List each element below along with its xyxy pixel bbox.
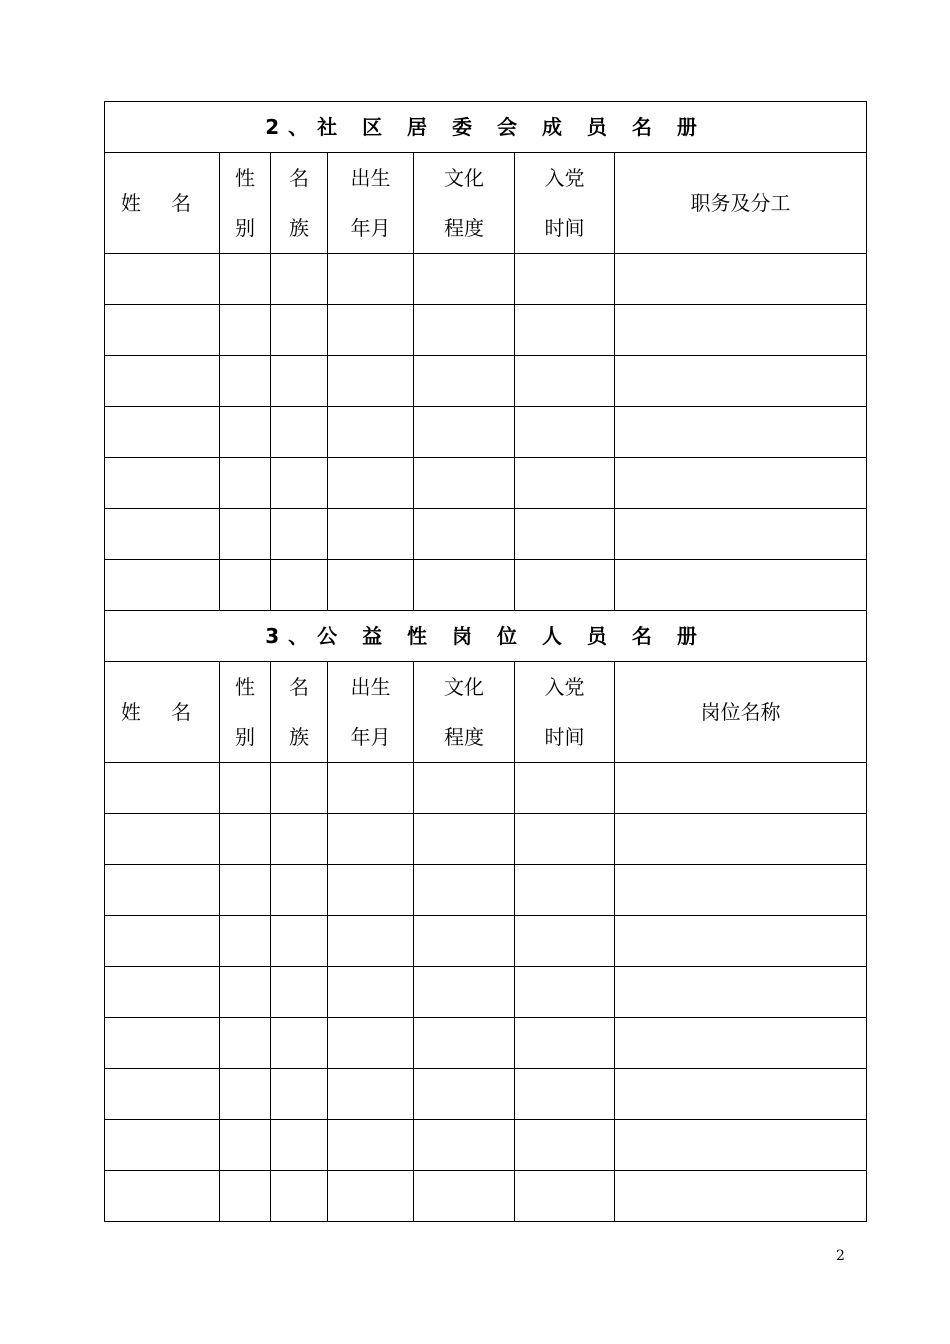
table-cell[interactable] <box>328 1171 414 1222</box>
table-row <box>105 1018 867 1069</box>
table-cell[interactable] <box>271 1069 328 1120</box>
table-cell[interactable] <box>105 865 220 916</box>
header-birth: 出生 年月 <box>328 662 414 763</box>
table-cell[interactable] <box>220 1171 271 1222</box>
table-row <box>105 560 867 611</box>
table-cell[interactable] <box>271 1018 328 1069</box>
table-cell[interactable] <box>414 1120 515 1171</box>
table-cell[interactable] <box>414 1069 515 1120</box>
table-cell[interactable] <box>615 1171 867 1222</box>
table-cell[interactable] <box>220 865 271 916</box>
table-cell[interactable] <box>328 509 414 560</box>
table-cell[interactable] <box>515 865 615 916</box>
header-party-date: 入党 时间 <box>515 662 615 763</box>
table-cell[interactable] <box>414 1018 515 1069</box>
table-cell[interactable] <box>515 305 615 356</box>
table-row <box>105 1120 867 1171</box>
table-cell[interactable] <box>220 1120 271 1171</box>
table-cell[interactable] <box>414 356 515 407</box>
table-cell[interactable] <box>414 560 515 611</box>
table-cell[interactable] <box>515 1069 615 1120</box>
table-row <box>105 916 867 967</box>
table-row <box>105 967 867 1018</box>
header-education: 文化 程度 <box>414 153 515 254</box>
table-cell[interactable] <box>328 967 414 1018</box>
table-cell[interactable] <box>271 560 328 611</box>
roster-table <box>104 101 867 1222</box>
header-post-name: 岗位名称 <box>615 662 867 763</box>
table-cell[interactable] <box>271 254 328 305</box>
table-cell[interactable] <box>328 1069 414 1120</box>
table-cell[interactable] <box>271 916 328 967</box>
header-party-date: 入党 时间 <box>515 153 615 254</box>
table-cell[interactable] <box>328 814 414 865</box>
table-cell[interactable] <box>328 560 414 611</box>
page-number: 2 <box>836 1248 845 1264</box>
table-cell[interactable] <box>271 509 328 560</box>
table-cell[interactable] <box>105 254 220 305</box>
table-cell[interactable] <box>328 356 414 407</box>
table-cell[interactable] <box>271 356 328 407</box>
table-row <box>105 1069 867 1120</box>
table-cell[interactable] <box>515 509 615 560</box>
table-cell[interactable] <box>105 305 220 356</box>
table-cell[interactable] <box>615 916 867 967</box>
table-cell[interactable] <box>515 458 615 509</box>
table-cell[interactable] <box>414 967 515 1018</box>
table-cell[interactable] <box>271 1120 328 1171</box>
table-cell[interactable] <box>105 1120 220 1171</box>
table-cell[interactable] <box>220 814 271 865</box>
table-cell[interactable] <box>328 254 414 305</box>
table-cell[interactable] <box>220 407 271 458</box>
table-cell[interactable] <box>414 814 515 865</box>
table-cell[interactable] <box>220 356 271 407</box>
section3-title: 3、公 益 性 岗 位 人 员 名 册 <box>105 611 867 662</box>
table-cell[interactable] <box>105 814 220 865</box>
table-cell[interactable] <box>615 1069 867 1120</box>
table-cell[interactable] <box>328 407 414 458</box>
table-cell[interactable] <box>328 1120 414 1171</box>
table-row <box>105 865 867 916</box>
table-cell[interactable] <box>105 509 220 560</box>
table-cell[interactable] <box>105 1018 220 1069</box>
table-cell[interactable] <box>220 254 271 305</box>
table-cell[interactable] <box>220 305 271 356</box>
table-cell[interactable] <box>328 305 414 356</box>
table-row <box>105 254 867 305</box>
header-ethnicity: 名 族 <box>271 153 328 254</box>
section2-title-row <box>105 102 867 153</box>
table-cell[interactable] <box>105 763 220 814</box>
section3-header-row <box>105 662 867 763</box>
table-cell[interactable] <box>220 763 271 814</box>
table-cell[interactable] <box>220 1069 271 1120</box>
table-cell[interactable] <box>220 1018 271 1069</box>
header-name: 姓 名 <box>105 153 220 254</box>
section3-title-row <box>105 611 867 662</box>
header-birth: 出生 年月 <box>328 153 414 254</box>
table-cell[interactable] <box>414 916 515 967</box>
table-cell[interactable] <box>414 1171 515 1222</box>
table-cell[interactable] <box>271 763 328 814</box>
table-cell[interactable] <box>414 509 515 560</box>
table-cell[interactable] <box>271 407 328 458</box>
table-cell[interactable] <box>615 560 867 611</box>
table-cell[interactable] <box>515 356 615 407</box>
table-cell[interactable] <box>271 814 328 865</box>
table-cell[interactable] <box>414 458 515 509</box>
table-cell[interactable] <box>220 967 271 1018</box>
section2-header-row <box>105 153 867 254</box>
table-cell[interactable] <box>515 1018 615 1069</box>
table-cell[interactable] <box>414 763 515 814</box>
section2-title: 2、社 区 居 委 会 成 员 名 册 <box>105 102 867 153</box>
table-cell[interactable] <box>515 967 615 1018</box>
table-cell[interactable] <box>105 916 220 967</box>
header-ethnicity: 名 族 <box>271 662 328 763</box>
table-cell[interactable] <box>414 254 515 305</box>
table-cell[interactable] <box>220 458 271 509</box>
table-cell[interactable] <box>615 305 867 356</box>
table-cell[interactable] <box>515 1171 615 1222</box>
table-cell[interactable] <box>615 509 867 560</box>
table-row <box>105 458 867 509</box>
table-cell[interactable] <box>271 458 328 509</box>
header-role: 职务及分工 <box>615 153 867 254</box>
table-row <box>105 356 867 407</box>
table-cell[interactable] <box>515 407 615 458</box>
table-cell[interactable] <box>615 407 867 458</box>
table-cell[interactable] <box>515 814 615 865</box>
table-cell[interactable] <box>271 1171 328 1222</box>
table-cell[interactable] <box>515 916 615 967</box>
table-cell[interactable] <box>271 305 328 356</box>
table-cell[interactable] <box>515 560 615 611</box>
table-cell[interactable] <box>515 1120 615 1171</box>
table-cell[interactable] <box>615 458 867 509</box>
table-row <box>105 407 867 458</box>
table-cell[interactable] <box>414 407 515 458</box>
table-cell[interactable] <box>328 865 414 916</box>
table-cell[interactable] <box>271 967 328 1018</box>
table-cell[interactable] <box>328 458 414 509</box>
table-cell[interactable] <box>414 305 515 356</box>
table-row <box>105 763 867 814</box>
table-cell[interactable] <box>414 865 515 916</box>
table-cell[interactable] <box>615 967 867 1018</box>
table-cell[interactable] <box>220 560 271 611</box>
header-education: 文化 程度 <box>414 662 515 763</box>
table-cell[interactable] <box>220 916 271 967</box>
table-cell[interactable] <box>105 560 220 611</box>
table-cell[interactable] <box>105 967 220 1018</box>
table-cell[interactable] <box>271 865 328 916</box>
table-cell[interactable] <box>220 509 271 560</box>
table-cell[interactable] <box>615 254 867 305</box>
table-cell[interactable] <box>328 916 414 967</box>
table-cell[interactable] <box>105 356 220 407</box>
table-row <box>105 1171 867 1222</box>
table-cell[interactable] <box>615 814 867 865</box>
table-cell[interactable] <box>328 1018 414 1069</box>
table-cell[interactable] <box>615 865 867 916</box>
header-gender: 性 别 <box>220 153 271 254</box>
table-cell[interactable] <box>105 1069 220 1120</box>
table-cell[interactable] <box>105 407 220 458</box>
table-cell[interactable] <box>615 356 867 407</box>
table-cell[interactable] <box>615 1018 867 1069</box>
header-name: 姓 名 <box>105 662 220 763</box>
table-cell[interactable] <box>105 458 220 509</box>
table-cell[interactable] <box>105 1171 220 1222</box>
table-row <box>105 509 867 560</box>
header-gender: 性 别 <box>220 662 271 763</box>
table-row <box>105 814 867 865</box>
table-cell[interactable] <box>615 1120 867 1171</box>
table-cell[interactable] <box>615 763 867 814</box>
table-cell[interactable] <box>328 763 414 814</box>
table-cell[interactable] <box>515 254 615 305</box>
table-row <box>105 305 867 356</box>
table-cell[interactable] <box>515 763 615 814</box>
